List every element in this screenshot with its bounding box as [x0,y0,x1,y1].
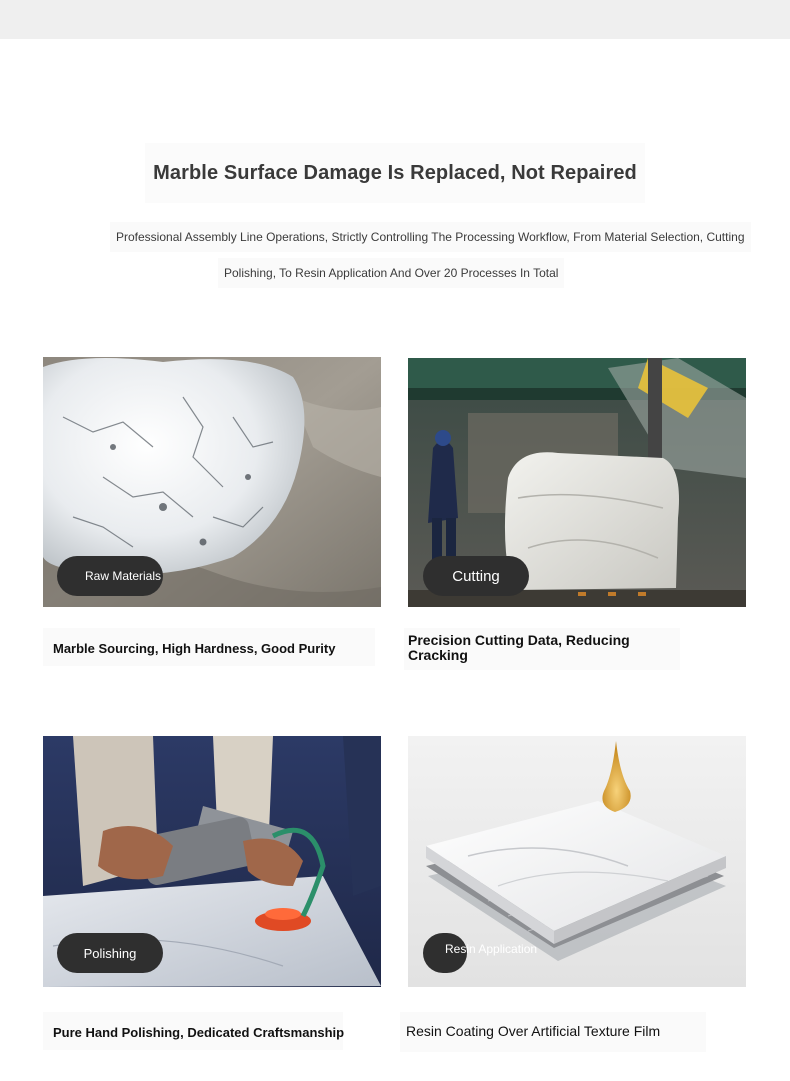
subtitle-text-2: Polishing, To Resin Application And Over 20 Processes In Total [218,258,564,288]
headline-block [145,143,645,203]
tag-polishing-label: Polishing [83,945,137,961]
tag-raw-materials[interactable] [57,556,163,596]
subtitle-line-1 [0,222,790,252]
tag-cutting-label: Cutting [452,567,500,585]
top-bar [0,0,790,39]
caption-polishing: Pure Hand Polishing, Dedicated Craftsmanship [53,1025,345,1040]
tag-polishing[interactable] [57,933,163,973]
caption-cutting: Precision Cutting Data, Reducing Cracking [408,632,630,663]
subtitle-text-1: Professional Assembly Line Operations, Strictly Controlling The Processing Workflow, From Material Selection, Cutting [110,222,751,252]
caption-resin-application: Resin Coating Over Artificial Texture Film [406,1023,661,1039]
caption-raw-materials: Marble Sourcing, High Hardness, Good Purity [53,641,336,656]
tag-raw-materials-label: Raw Materials [85,569,162,583]
tag-cutting[interactable] [423,556,529,596]
page-title: Marble Surface Damage Is Replaced, Not Repaired [153,161,637,184]
subtitle-line-2 [0,258,790,288]
tag-resin-application-label: Resin Application [445,942,538,956]
tag-resin-application[interactable] [423,933,538,973]
